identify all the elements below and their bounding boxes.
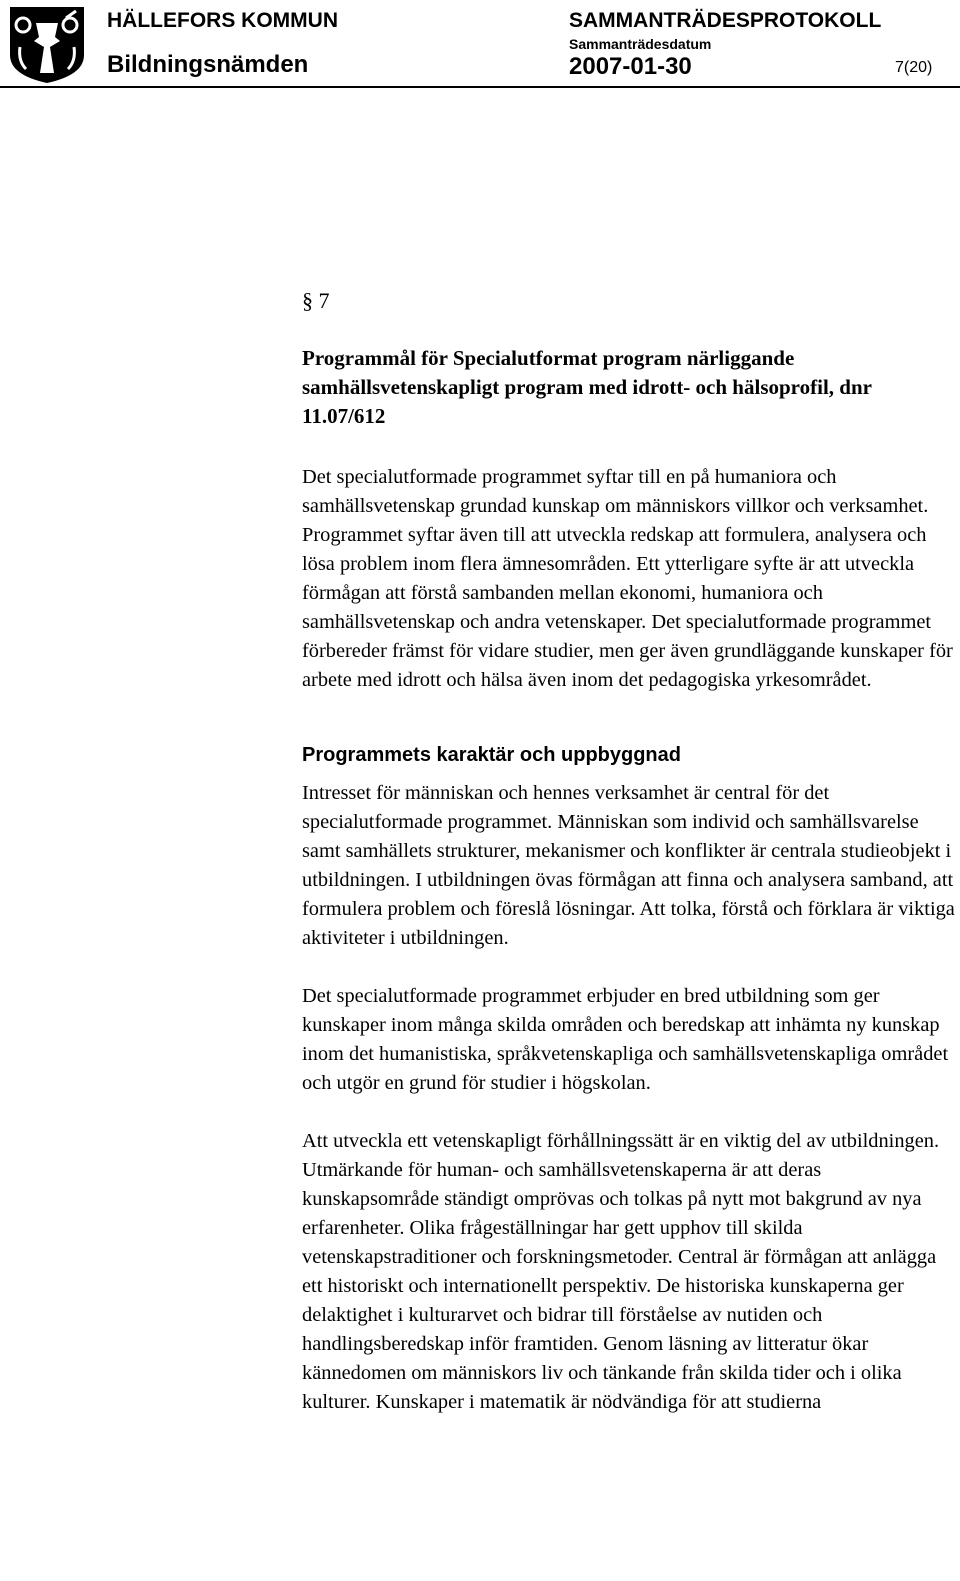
body-paragraph: Det specialutformade programmet erbjuder en bred utbildning som ger kunskaper inom många skilda områden och beredskap att inhämta ny kunskap inom det humanistiska, språkvetenskapliga och samhällsvetenskapliga området och utgör en grund för studier i högskolan. xyxy=(302,985,949,1094)
document-type: SAMMANTRÄDESPROTOKOLL xyxy=(569,9,882,32)
page-header xyxy=(0,0,960,88)
body-paragraph: Intresset för människan och hennes verksamhet är central för det specialutformade programmet. Människan som individ och samhällsvarelse samt samhällets strukturer, mekanismer och konflikter är centrala studieobjekt i utbildningen. I utbildningen övas förmågan att finna och analysera samband, att formulera problem och föreslå lösningar. Att tolka, förstå och förklara är viktiga aktiviteter i utbildningen. xyxy=(302,782,955,949)
section-title: Programmål för Specialutformat program närliggande samhällsvetenskapligt program med idrott- och hälsoprofil, dnr 11.07/612 xyxy=(302,346,872,428)
document-body xyxy=(302,286,956,1446)
header-divider xyxy=(0,86,960,88)
body-paragraph: Att utveckla ett vetenskapligt förhållningssätt är en viktig del av utbildningen. Utmärkande för human- och samhällsvetenskaperna är att deras kunskapsområde ständigt omprövas och tolkas på nytt mot bakgrund av nya erfarenheter. Olika frågeställningar har gett upphov till skilda vetenskapstraditioner och forskningsmetoder. Central är förmågan att anlägga ett historiskt och internationellt perspektiv. De historiska kunskaperna ger delaktighet i kulturarvet och bidrar till förståelse av nutiden och handlingsberedskap inför framtiden. Genom läsning av litteratur ökar kännedomen om människors liv och tänkande från skilda tider och i olika kulturer. Kunskaper i matematik är nödvändiga för att studierna xyxy=(302,1130,940,1413)
coat-of-arms-logo-icon xyxy=(6,3,88,85)
page-number: 7(20) xyxy=(895,59,933,76)
section-number: § 7 xyxy=(302,288,330,313)
subheading: Programmets karaktär och uppbyggnad xyxy=(302,744,681,766)
meeting-date-label: Sammanträdesdatum xyxy=(569,36,712,52)
meeting-date: 2007-01-30 xyxy=(569,53,692,80)
committee-name: Bildningsnämden xyxy=(107,51,309,78)
organization-name: HÄLLEFORS KOMMUN xyxy=(107,9,338,32)
intro-paragraph: Det specialutformade programmet syftar till en på humaniora och samhällsvetenskap grundad kunskap om människors villkor och verksamhet. Programmet syftar även till att utveckla redskap att formulera, analysera och lösa problem inom flera ämnesområden. Ett ytterligare syfte är att utveckla förmågan att förstå sambanden mellan ekonomi, humaniora och samhällsvetenskap och andra vetenskaper. Det specialutformade programmet förbereder främst för vidare studier, men ger även grundläggande kunskaper för arbete med idrott och hälsa även inom det pedagogiska yrkesområdet. xyxy=(302,466,953,691)
